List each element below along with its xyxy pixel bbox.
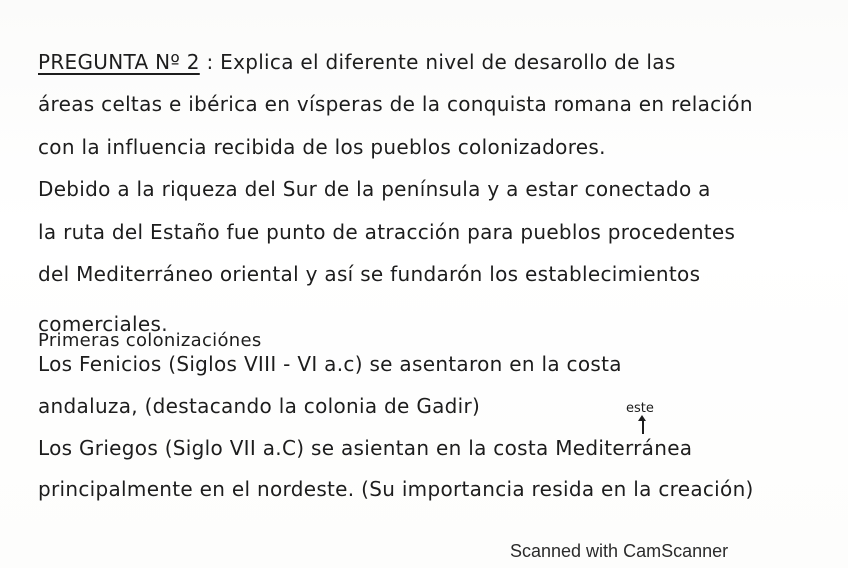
text-line-10: Los Griegos (Siglo VII a.C) se asientan en la costa Mediterránea: [38, 436, 693, 460]
question-label: PREGUNTA Nº 2: [38, 50, 200, 74]
heading-line: [38, 50, 676, 74]
annotation-este: este: [626, 401, 654, 416]
text-line-3: Debido a la riqueza del Sur de la península y a estar conectado a: [38, 177, 711, 201]
question-text: : Explica el diferente nivel de desarollo de las: [206, 50, 676, 74]
text-line-5: del Mediterráneo oriental y así se fundarón los establecimientos: [38, 262, 701, 286]
text-line-8: Los Fenicios (Siglos VIII - VI a.c) se asentaron en la costa: [38, 352, 622, 376]
text-line-7: Primeras colonizaciónes: [38, 330, 262, 351]
text-line-11: principalmente en el nordeste. (Su importancia resida en la creación): [38, 477, 754, 501]
text-line-1: áreas celtas e ibérica en vísperas de la conquista romana en relación: [38, 92, 753, 116]
text-line-9: andaluza, (destacando la colonia de Gadir): [38, 394, 481, 418]
text-line-4: la ruta del Estaño fue punto de atracción para pueblos procedentes: [38, 220, 736, 244]
text-line-6: comerciales.: [38, 312, 168, 336]
caret-arrow: [642, 420, 644, 434]
scanner-watermark: Scanned with CamScanner: [510, 541, 729, 561]
text-line-2: con la influencia recibida de los pueblos colonizadores.: [38, 135, 606, 159]
